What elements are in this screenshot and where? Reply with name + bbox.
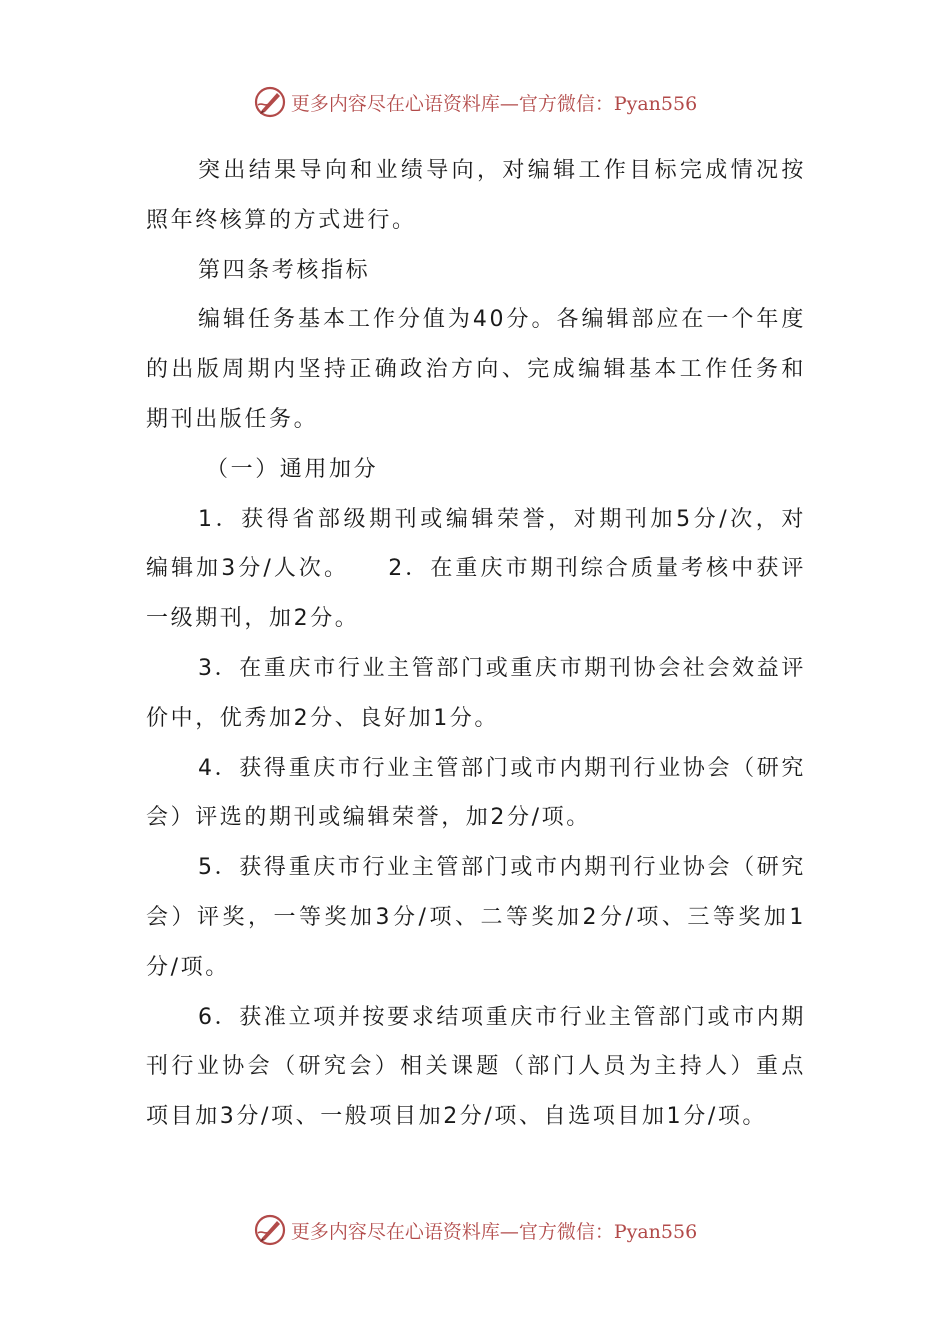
list-item-6: 6．获准立项并按要求结项重庆市行业主管部门或市内期刊行业协会（研究会）相关课题（部门人员为主持人）重点项目加3分/项、一般项目加2分/项、自选项目加1分/项。 <box>146 1004 806 1130</box>
list-item-1-2: 1．获得省部级期刊或编辑荣誉，对期刊加5分/次，对编辑加3分/人次。 2．在重庆市期刊综合质量考核中获评一级期刊，加2分。 <box>146 506 806 632</box>
paragraph-result-orientation: 突出结果导向和业绩导向，对编辑工作目标完成情况按照年终核算的方式进行。 <box>146 158 806 233</box>
pen-logo-icon <box>253 85 287 119</box>
section-general-bonus-heading: （一）通用加分 <box>206 456 379 482</box>
list-item-5: 5．获得重庆市行业主管部门或市内期刊行业协会（研究会）评奖，一等奖加3分/项、二等奖加2分/项、三等奖加1分/项。 <box>146 855 806 980</box>
pen-logo-icon <box>253 1213 287 1247</box>
list-item-4: 4．获得重庆市行业主管部门或市内期刊行业协会（研究会）评选的期刊或编辑荣誉，加2分/项。 <box>146 755 806 831</box>
header-watermark <box>0 80 950 124</box>
footer-watermark <box>0 1208 950 1252</box>
header-watermark-text: 更多内容尽在心语资料库—官方微信：Pyan556 <box>290 92 698 115</box>
paragraph-basic-score: 编辑任务基本工作分值为40分。各编辑部应在一个年度的出版周期内坚持正确政治方向、完成编辑基本工作任务和期刊出版任务。 <box>146 307 806 432</box>
footer-watermark-text: 更多内容尽在心语资料库—官方微信：Pyan556 <box>290 1220 698 1243</box>
list-item-3: 3．在重庆市行业主管部门或重庆市期刊协会社会效益评价中，优秀加2分、良好加1分。 <box>146 655 806 731</box>
article-four-heading: 第四条考核指标 <box>198 257 371 283</box>
document-body <box>146 146 806 1142</box>
